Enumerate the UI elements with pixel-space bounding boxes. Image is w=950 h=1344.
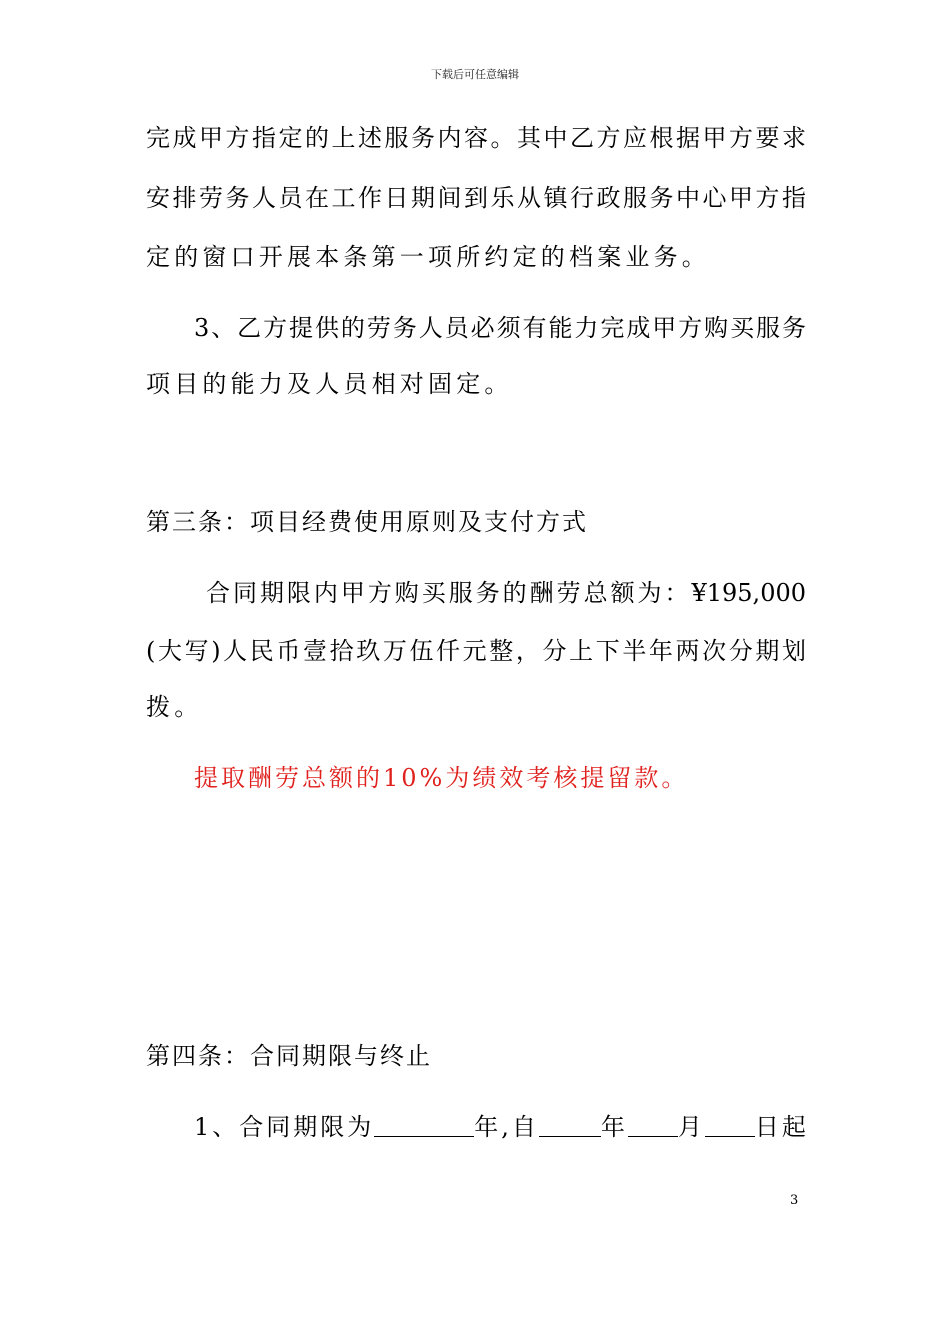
- paragraph-line: 项目的能力及人员相对固定。: [146, 370, 513, 398]
- contract-term-line: [194, 1112, 809, 1142]
- header-note: 下载后可任意编辑: [431, 68, 519, 81]
- paragraph-line: 定的窗口开展本条第一项所约定的档案业务。: [146, 243, 710, 271]
- article-heading: 第四条：合同期限与终止: [146, 1042, 432, 1070]
- blank-start-day[interactable]: [705, 1112, 755, 1137]
- blank-term-years[interactable]: [374, 1112, 474, 1137]
- term-month: 月: [677, 1113, 705, 1141]
- term-day-start: 日起: [754, 1113, 809, 1141]
- blank-start-year[interactable]: [539, 1112, 601, 1137]
- article-heading: 第三条：项目经费使用原则及支付方式: [146, 508, 588, 536]
- paragraph-line: 合同期限内甲方购买服务的酬劳总额为：¥195,000: [206, 579, 806, 607]
- paragraph-line: (大写)人民币壹拾玖万伍仟元整，分上下半年两次分期划: [146, 637, 806, 665]
- blank-start-month[interactable]: [628, 1112, 678, 1137]
- page-number: 3: [790, 1193, 799, 1208]
- paragraph-line: 安排劳务人员在工作日期间到乐从镇行政服务中心甲方指: [146, 184, 806, 212]
- paragraph-line: 3、乙方提供的劳务人员必须有能力完成甲方购买服务: [194, 314, 806, 342]
- paragraph-line: 完成甲方指定的上述服务内容。其中乙方应根据甲方要求: [146, 124, 806, 152]
- term-prefix: 1、合同期限为: [194, 1113, 375, 1141]
- term-year: 年: [600, 1113, 628, 1141]
- term-year-from: 年,自: [474, 1113, 539, 1141]
- performance-reserve-note: 提取酬劳总额的10%为绩效考核提留款。: [194, 764, 689, 792]
- paragraph-line: 拨。: [146, 693, 203, 721]
